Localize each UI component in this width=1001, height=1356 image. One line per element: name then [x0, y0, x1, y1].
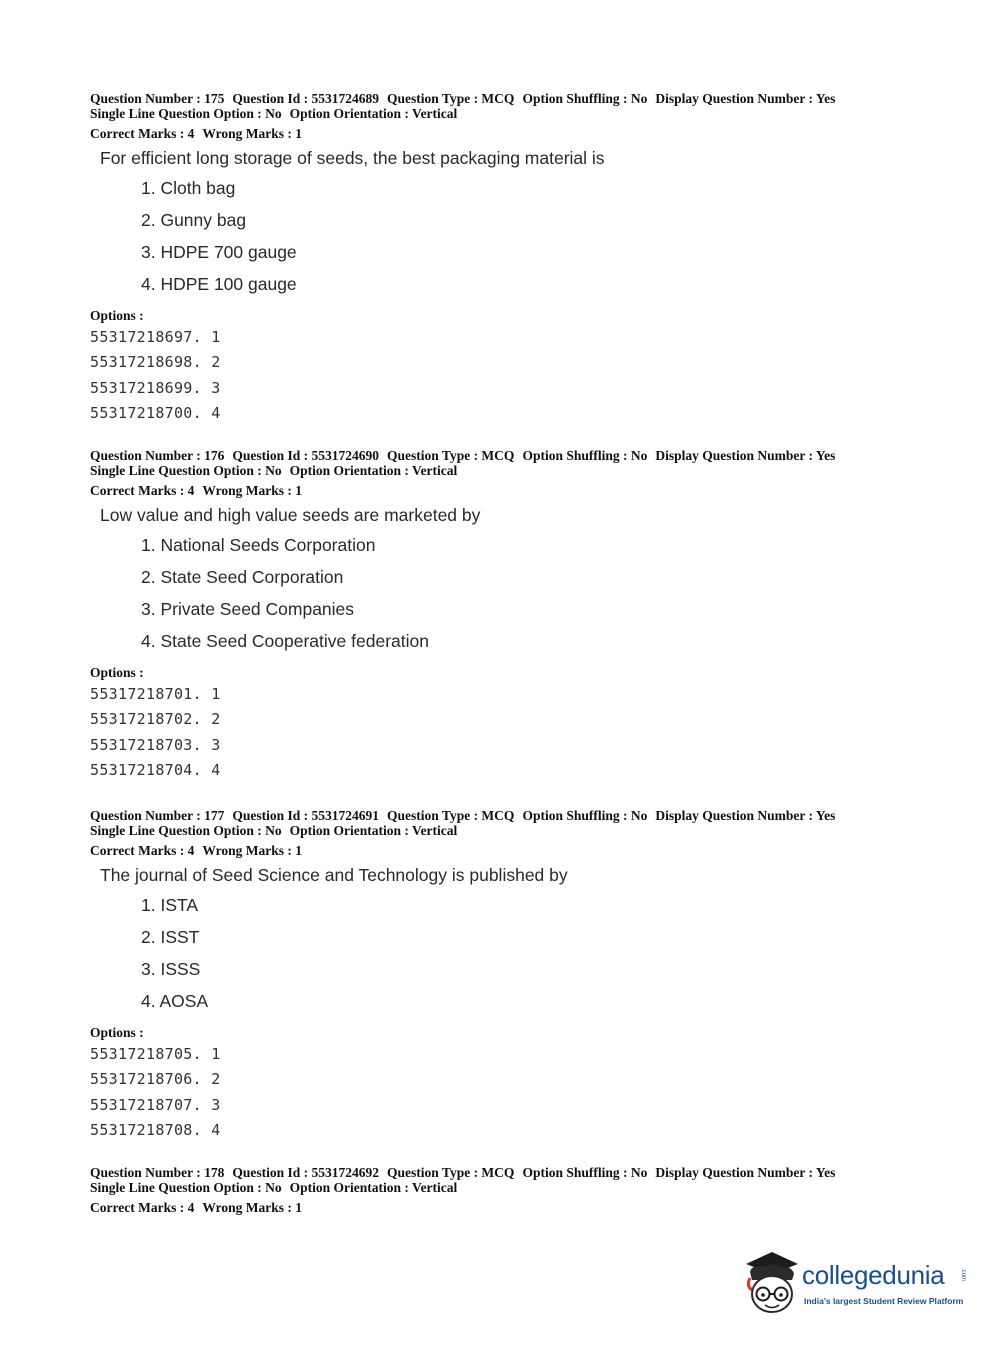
- correct-marks: Correct Marks : 4: [90, 1200, 195, 1215]
- question-block-176: [90, 448, 950, 786]
- question-type: Question Type : MCQ: [387, 91, 515, 106]
- mascot-graduate-icon: [742, 1250, 802, 1320]
- display-question-number: Display Question Number : Yes: [655, 91, 836, 106]
- question-id: Question Id : 5531724689: [232, 91, 380, 106]
- correct-marks: Correct Marks : 4: [90, 126, 195, 141]
- options-label: Options :: [90, 665, 144, 680]
- question-meta: [90, 1165, 950, 1195]
- option-id-list: [90, 328, 950, 429]
- choice-item: 3. ISSS: [141, 959, 201, 979]
- display-question-number: Display Question Number : Yes: [655, 448, 836, 463]
- single-line-option: Single Line Question Option : No: [90, 463, 282, 478]
- option-id-list: [90, 1045, 950, 1146]
- question-meta: [90, 448, 950, 478]
- display-question-number: Display Question Number : Yes: [655, 1165, 836, 1180]
- option-shuffling: Option Shuffling : No: [522, 808, 648, 823]
- option-shuffling: Option Shuffling : No: [522, 91, 648, 106]
- wrong-marks: Wrong Marks : 1: [202, 843, 302, 858]
- option-id: 55317218704. 4: [90, 760, 221, 779]
- choice-list: [141, 534, 950, 662]
- single-line-option: Single Line Question Option : No: [90, 823, 282, 838]
- logo-tagline: India's largest Student Review Platform: [804, 1296, 964, 1306]
- option-orientation: Option Orientation : Vertical: [289, 823, 458, 838]
- choice-item: 4. State Seed Cooperative federation: [141, 631, 429, 651]
- option-shuffling: Option Shuffling : No: [522, 1165, 648, 1180]
- choice-item: 3. Private Seed Companies: [141, 599, 355, 619]
- choice-item: 1. Cloth bag: [141, 178, 236, 198]
- logo-wordmark: collegedunia: [802, 1260, 945, 1290]
- question-number: Question Number : 175: [90, 91, 225, 106]
- option-id: 55317218706. 2: [90, 1070, 221, 1089]
- choice-item: 4. AOSA: [141, 991, 209, 1011]
- choice-item: 1. ISTA: [141, 895, 199, 915]
- marks-line: [90, 126, 950, 141]
- question-id: Question Id : 5531724691: [232, 808, 380, 823]
- question-block-177: [90, 808, 950, 1146]
- option-id: 55317218705. 1: [90, 1045, 221, 1063]
- option-id: 55317218701. 1: [90, 685, 221, 703]
- option-id-list: [90, 685, 950, 786]
- question-type: Question Type : MCQ: [387, 1165, 515, 1180]
- options-label: Options :: [90, 308, 144, 323]
- option-id: 55317218707. 3: [90, 1095, 221, 1114]
- option-shuffling: Option Shuffling : No: [522, 448, 648, 463]
- option-orientation: Option Orientation : Vertical: [289, 463, 458, 478]
- question-text: Low value and high value seeds are marketed by: [100, 505, 481, 525]
- choice-list: [141, 894, 950, 1022]
- question-text: The journal of Seed Science and Technology is published by: [100, 865, 568, 885]
- question-number: Question Number : 176: [90, 448, 225, 463]
- wrong-marks: Wrong Marks : 1: [202, 1200, 302, 1215]
- choice-item: 2. Gunny bag: [141, 210, 247, 230]
- question-block-178: [90, 1165, 950, 1215]
- question-type: Question Type : MCQ: [387, 808, 515, 823]
- choice-item: 2. ISST: [141, 927, 200, 947]
- display-question-number: Display Question Number : Yes: [655, 808, 836, 823]
- correct-marks: Correct Marks : 4: [90, 843, 195, 858]
- choice-item: 1. National Seeds Corporation: [141, 535, 376, 555]
- option-id: 55317218702. 2: [90, 710, 221, 729]
- question-meta: [90, 808, 950, 838]
- choice-item: 4. HDPE 100 gauge: [141, 274, 297, 294]
- correct-marks: Correct Marks : 4: [90, 483, 195, 498]
- marks-line: [90, 1200, 950, 1215]
- marks-line: [90, 843, 950, 858]
- choice-item: 3. HDPE 700 gauge: [141, 242, 297, 262]
- question-meta: [90, 91, 950, 121]
- question-type: Question Type : MCQ: [387, 448, 515, 463]
- question-number: Question Number : 178: [90, 1165, 225, 1180]
- question-block-175: [90, 91, 950, 429]
- question-number: Question Number : 177: [90, 808, 225, 823]
- option-orientation: Option Orientation : Vertical: [289, 1180, 458, 1195]
- option-id: 55317218708. 4: [90, 1120, 221, 1139]
- option-orientation: Option Orientation : Vertical: [289, 106, 458, 121]
- question-text: For efficient long storage of seeds, the best packaging material is: [100, 148, 605, 168]
- wrong-marks: Wrong Marks : 1: [202, 483, 302, 498]
- option-id: 55317218698. 2: [90, 353, 221, 372]
- option-id: 55317218700. 4: [90, 403, 221, 422]
- marks-line: [90, 483, 950, 498]
- choice-item: 2. State Seed Corporation: [141, 567, 344, 587]
- options-label: Options :: [90, 1025, 144, 1040]
- logo-suffix: .com: [960, 1268, 966, 1282]
- option-id: 55317218703. 3: [90, 735, 221, 754]
- option-id: 55317218699. 3: [90, 378, 221, 397]
- choice-list: [141, 177, 950, 305]
- option-id: 55317218697. 1: [90, 328, 221, 346]
- wrong-marks: Wrong Marks : 1: [202, 126, 302, 141]
- single-line-option: Single Line Question Option : No: [90, 1180, 282, 1195]
- question-id: Question Id : 5531724692: [232, 1165, 380, 1180]
- single-line-option: Single Line Question Option : No: [90, 106, 282, 121]
- question-id: Question Id : 5531724690: [232, 448, 380, 463]
- collegedunia-logo[interactable]: [742, 1250, 972, 1320]
